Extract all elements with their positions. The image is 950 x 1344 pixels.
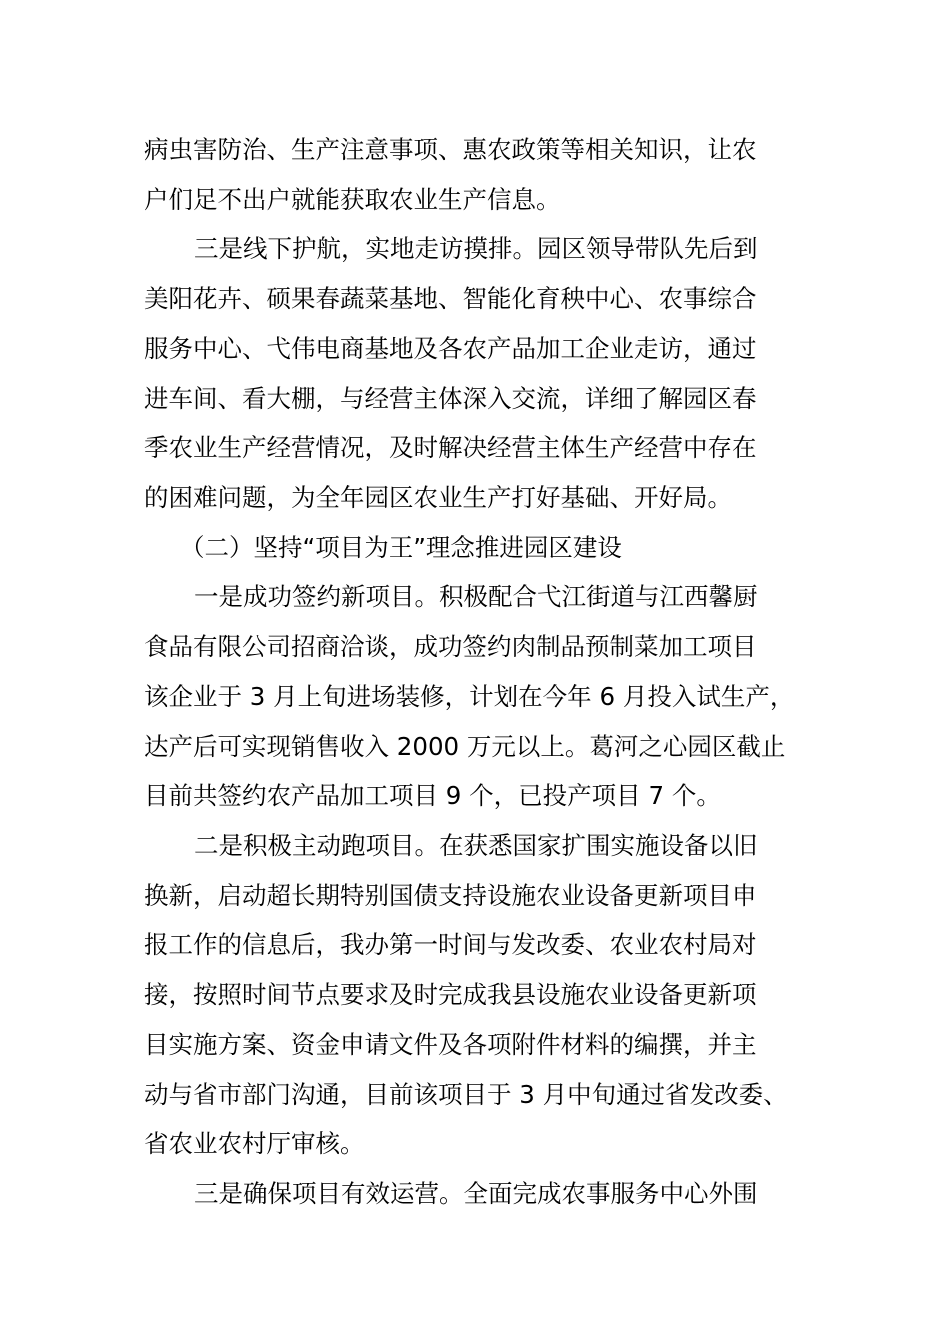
- text-line: 户们足不出户就能获取农业生产信息。: [144, 185, 561, 214]
- section-heading: （二）坚持“项目为王”理念推进园区建设: [180, 533, 622, 562]
- text-line: 的困难问题，为全年园区农业生产打好基础、开好局。: [144, 483, 732, 512]
- paragraph-start-line: 三是确保项目有效运营。全面完成农事服务中心外围: [194, 1179, 758, 1208]
- text-line: 达产后可实现销售收入 2000 万元以上。葛河之心园区截止: [144, 732, 786, 761]
- text-line: 进车间、看大棚，与经营主体深入交流，详细了解园区春: [144, 384, 757, 413]
- text-line: 报工作的信息后，我办第一时间与发改委、农业农村局对: [144, 930, 757, 959]
- text-line: 目实施方案、资金申请文件及各项附件材料的编撰，并主: [144, 1030, 757, 1059]
- paragraph-start-line: 一是成功签约新项目。积极配合弋江街道与江西馨厨: [194, 582, 758, 611]
- text-line: 服务中心、弋伟电商基地及各农产品加工企业走访，通过: [144, 334, 757, 363]
- text-line: 接，按照时间节点要求及时完成我县设施农业设备更新项: [144, 980, 757, 1009]
- text-line: 食品有限公司招商洽谈，成功签约肉制品预制菜加工项目: [144, 632, 757, 661]
- text-line: 美阳花卉、硕果春蔬菜基地、智能化育秧中心、农事综合: [144, 284, 757, 313]
- text-line: 季农业生产经营情况，及时解决经营主体生产经营中存在: [144, 433, 757, 462]
- paragraph-start-line: 二是积极主动跑项目。在获悉国家扩围实施设备以旧: [194, 831, 758, 860]
- text-line: 目前共签约农产品加工项目 9 个，已投产项目 7 个。: [144, 781, 721, 810]
- text-line: 病虫害防治、生产注意事项、惠农政策等相关知识，让农: [144, 135, 757, 164]
- paragraph-start-line: 三是线下护航，实地走访摸排。园区领导带队先后到: [194, 234, 758, 263]
- text-line: 省农业农村厅审核。: [144, 1129, 365, 1158]
- text-line: 动与省市部门沟通，目前该项目于 3 月中旬通过省发改委、: [144, 1080, 788, 1109]
- text-line: 该企业于 3 月上旬进场装修，计划在今年 6 月投入试生产，: [144, 682, 795, 711]
- text-line: 换新，启动超长期特别国债支持设施农业设备更新项目申: [144, 881, 757, 910]
